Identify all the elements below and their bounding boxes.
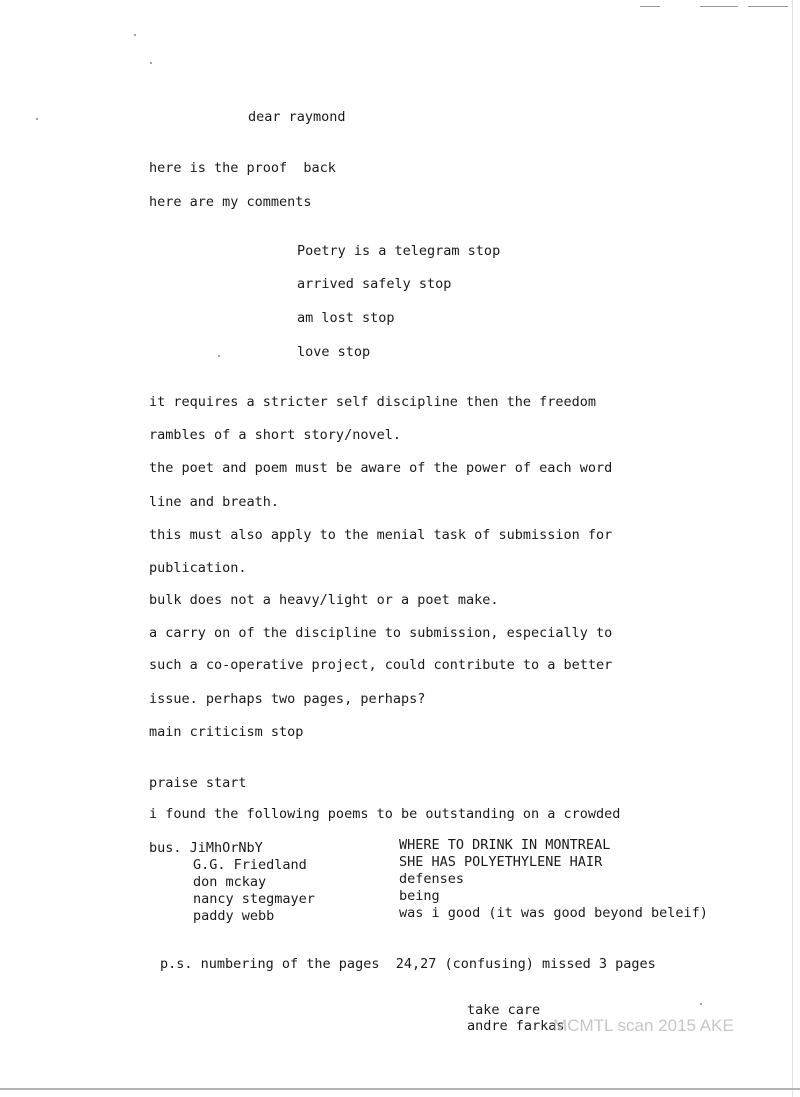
salutation: dear raymond: [248, 109, 346, 125]
praise-poem-2: SHE HAS POLYETHYLENE HAIR: [399, 854, 603, 870]
page-top-edge: [0, 6, 800, 7]
postscript: p.s. numbering of the pages 24,27 (confusing) missed 3 pages: [160, 956, 656, 972]
praise-poem-4: being: [399, 888, 440, 904]
scan-speck: [150, 62, 152, 64]
body-line-10: issue. perhaps two pages, perhaps?: [149, 691, 426, 707]
scan-speck: [36, 118, 38, 120]
body-line-9: such a co-operative project, could contribute to a better: [149, 657, 613, 673]
body-line-7: bulk does not a heavy/light or a poet make.: [149, 592, 499, 608]
poem-line-2: arrived safely stop: [297, 276, 452, 292]
page-right-edge: [792, 0, 793, 1097]
praise-author-5: paddy webb: [193, 908, 275, 924]
praise-poem-1: WHERE TO DRINK IN MONTREAL: [399, 837, 611, 853]
praise-poem-3: defenses: [399, 871, 465, 887]
scan-speck: [700, 1003, 702, 1005]
praise-start: praise start: [149, 775, 247, 791]
signature: andre farkas: [467, 1018, 565, 1034]
body-line-5: this must also apply to the menial task of submission for: [149, 527, 613, 543]
body-line-4: line and breath.: [149, 494, 280, 510]
praise-author-2: G.G. Friedland: [193, 857, 307, 873]
scan-speck: [218, 355, 220, 357]
praise-author-4: nancy stegmayer: [193, 891, 315, 907]
praise-poem-5: was i good (it was good beyond beleif): [399, 905, 708, 921]
page-bottom-edge: [0, 1088, 800, 1090]
poem-line-4: love stop: [297, 344, 371, 360]
body-line-1: it requires a stricter self discipline then the freedom: [149, 394, 597, 410]
praise-intro: i found the following poems to be outstanding on a crowded: [149, 806, 621, 822]
body-line-3: the poet and poem must be aware of the power of each word: [149, 460, 613, 476]
intro-line-1: here is the proof back: [149, 160, 336, 176]
body-line-2: rambles of a short story/novel.: [149, 427, 401, 443]
intro-line-2: here are my comments: [149, 194, 312, 210]
scan-speck: [134, 34, 136, 36]
body-line-6: publication.: [149, 560, 247, 576]
scan-watermark: MCMTL scan 2015 AKE: [553, 1016, 734, 1035]
praise-author-1: bus. JiMhOrNbY: [149, 840, 263, 856]
body-line-11: main criticism stop: [149, 724, 304, 740]
poem-line-3: am lost stop: [297, 310, 395, 326]
poem-line-1: Poetry is a telegram stop: [297, 243, 501, 259]
body-line-8: a carry on of the discipline to submission, especially to: [149, 625, 613, 641]
praise-author-3: don mckay: [193, 874, 267, 890]
closing: take care: [467, 1002, 541, 1018]
